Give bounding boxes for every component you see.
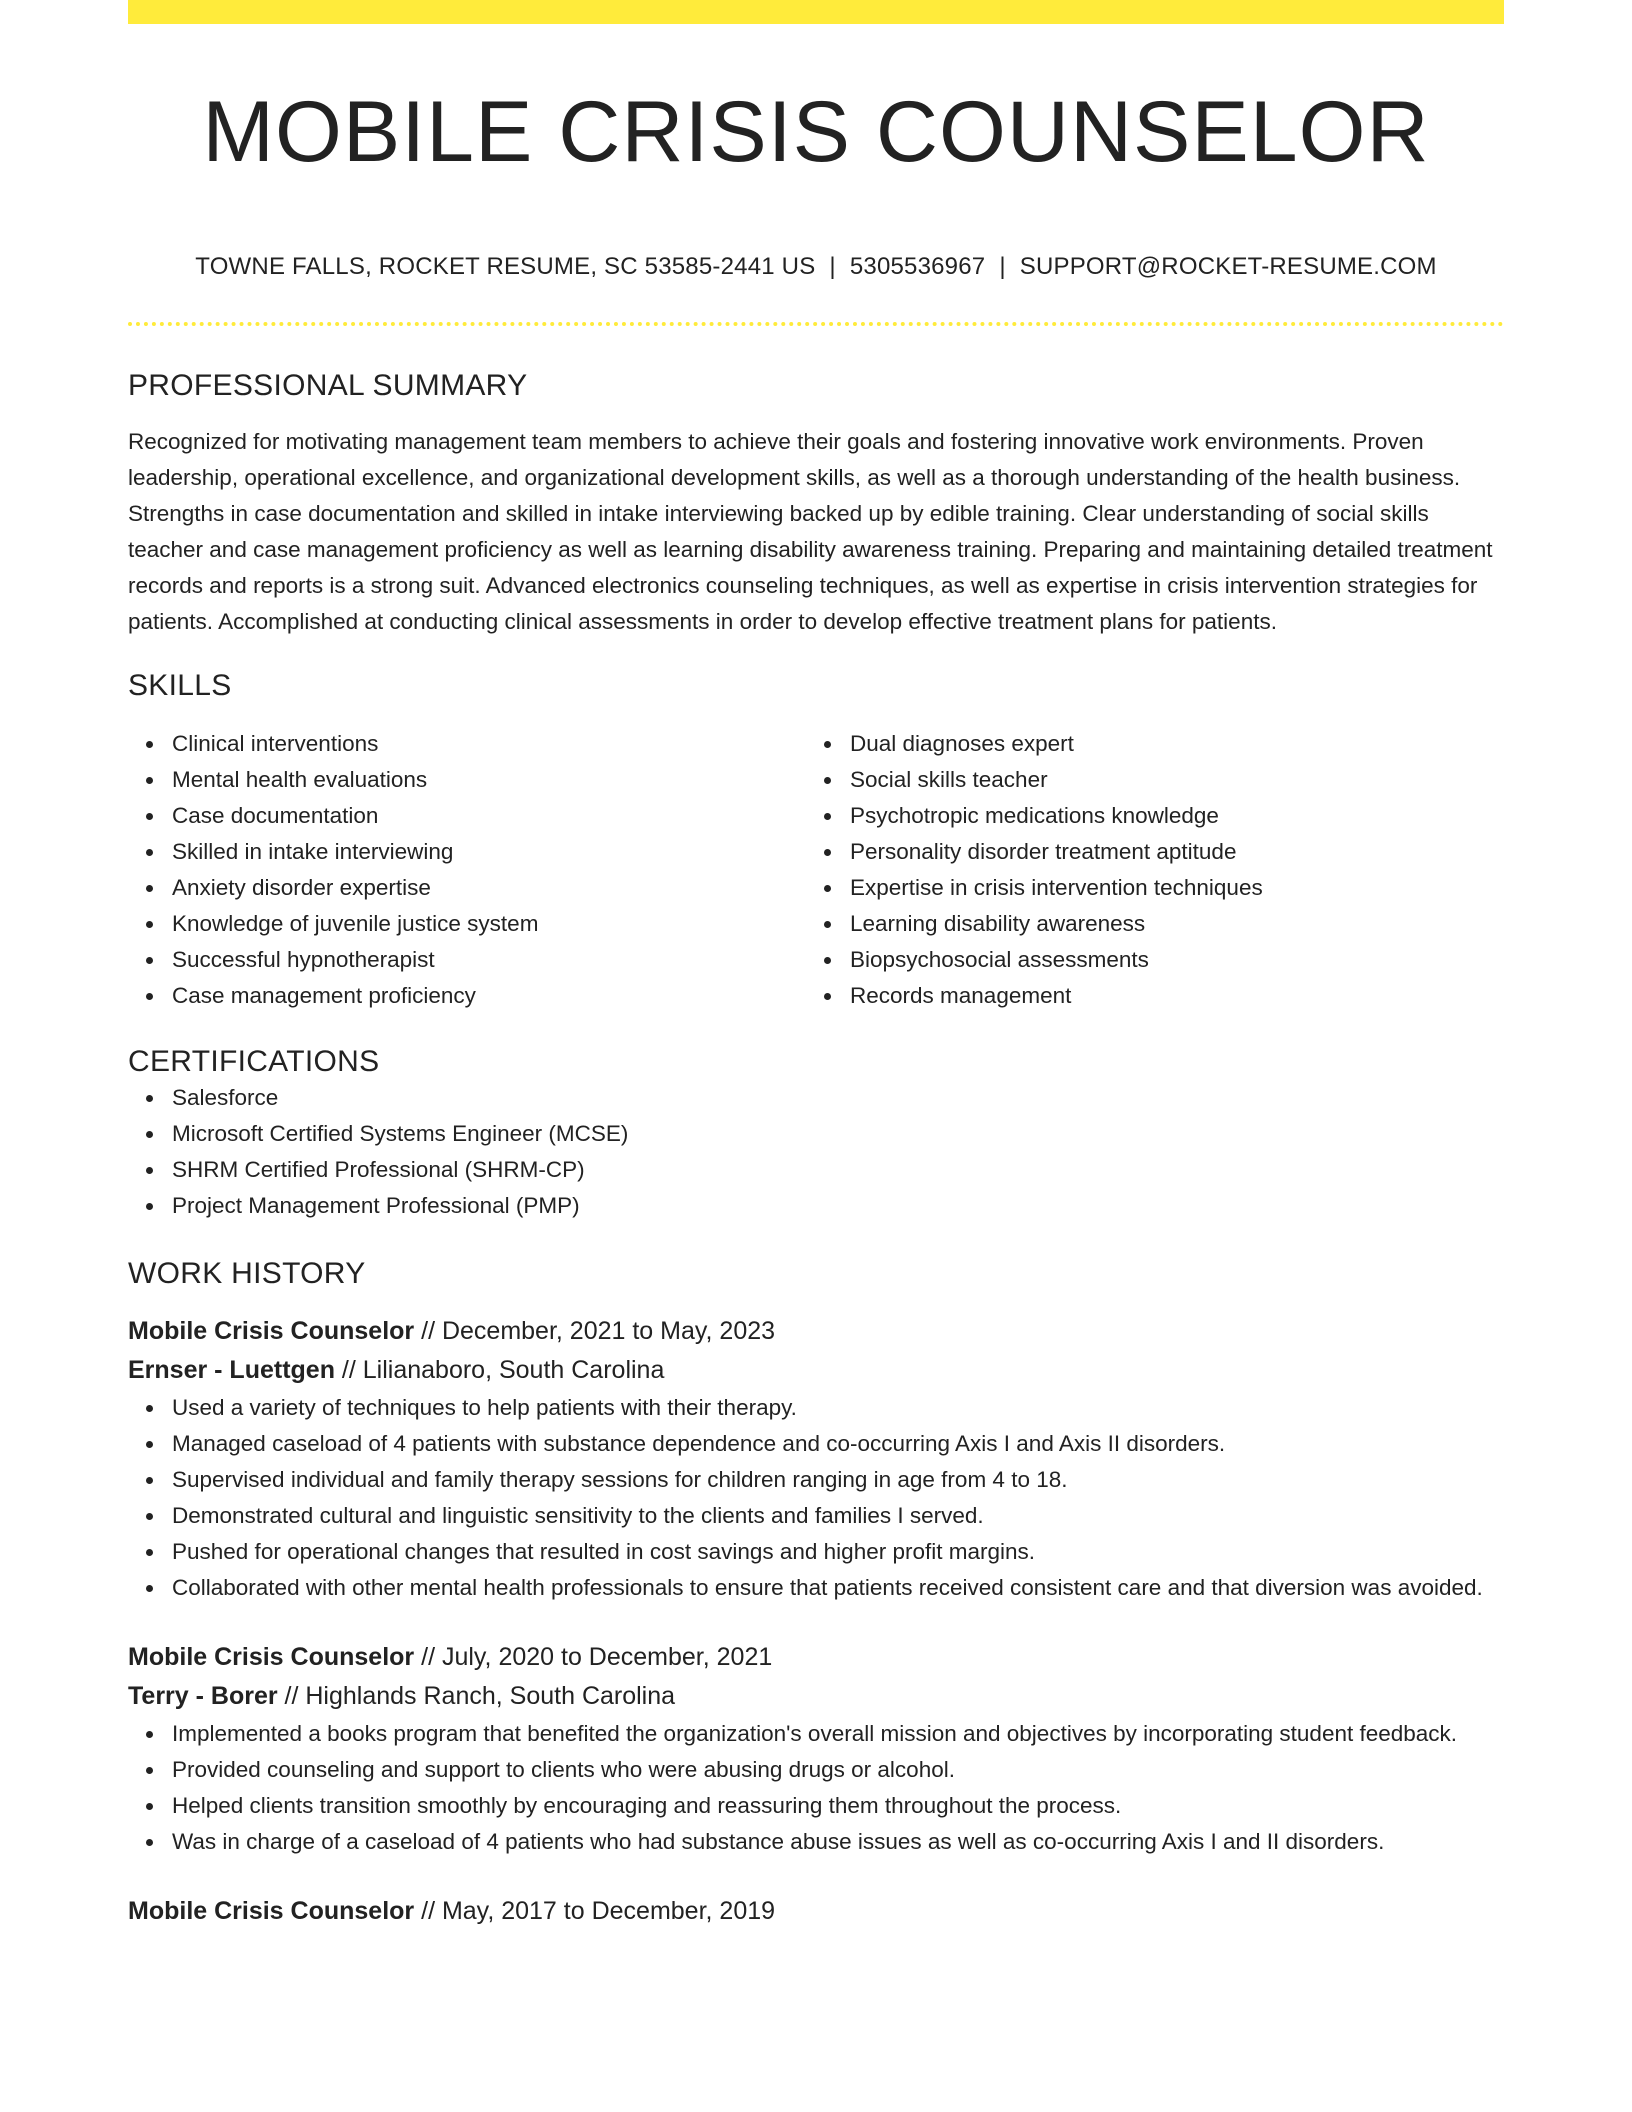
resume-title: MOBILE CRISIS COUNSELOR: [202, 84, 1430, 180]
accent-top-bar: [128, 0, 1504, 24]
job-dates: // December, 2021 to May, 2023: [414, 1317, 776, 1345]
skill-item: Psychotropic medications knowledge: [850, 798, 1484, 834]
skill-item: Anxiety disorder expertise: [172, 870, 806, 906]
skill-item: Successful hypnotherapist: [172, 942, 806, 978]
job-location: // Highlands Ranch, South Carolina: [277, 1682, 676, 1710]
skill-item: Case management proficiency: [172, 978, 806, 1014]
skills-column-left: [128, 726, 806, 1014]
job-company-line: [128, 1677, 1504, 1716]
job-duty-item: Used a variety of techniques to help patients with their therapy.: [172, 1390, 1504, 1426]
certification-item: Project Management Professional (PMP): [172, 1188, 1504, 1224]
contact-separator: |: [999, 253, 1006, 280]
job-dates: // July, 2020 to December, 2021: [414, 1643, 773, 1671]
job-company-line: [128, 1351, 1504, 1390]
skill-item: Social skills teacher: [850, 762, 1484, 798]
skill-item: Dual diagnoses expert: [850, 726, 1484, 762]
skill-item: Records management: [850, 978, 1484, 1014]
job-duty-item: Implemented a books program that benefited the organization's overall mission and objectives by incorporating student feedback.: [172, 1716, 1504, 1752]
job-role: Mobile Crisis Counselor: [128, 1897, 415, 1925]
summary-text: Recognized for motivating management team members to achieve their goals and fostering innovative work environments. Proven leadership, operational excellence, and organizational development skills, as well as a thorough understanding of the health business. Strengths in case documentation and skilled in intake interviewing backed up by edible training. Clear understanding of social skills teacher and case management proficiency as well as learning disability awareness training. Preparing and maintaining detailed treatment records and reports is a strong suit. Advanced electronics counseling techniques, as well as expertise in crisis intervention strategies for patients. Accomplished at conducting clinical assessments in order to develop effective treatment plans for patients.: [128, 429, 1493, 634]
job-duty-item: Demonstrated cultural and linguistic sensitivity to the clients and families I served.: [172, 1498, 1504, 1534]
resume-page: [128, 0, 1504, 1931]
skill-item: Learning disability awareness: [850, 906, 1484, 942]
job-duty-item: Managed caseload of 4 patients with substance dependence and co-occurring Axis I and Axis II disorders.: [172, 1426, 1504, 1462]
skills-list-left: [128, 726, 806, 1014]
skill-item: Knowledge of juvenile justice system: [172, 906, 806, 942]
job-duties-list: [128, 1716, 1504, 1860]
skill-item: Mental health evaluations: [172, 762, 806, 798]
contact-line: [128, 252, 1504, 282]
job-duties-list: [128, 1390, 1504, 1606]
certification-item: Microsoft Certified Systems Engineer (MCSE): [172, 1116, 1504, 1152]
work-history-heading: WORK HISTORY: [128, 1257, 366, 1290]
job-entry: [128, 1638, 1504, 1860]
job-duty-item: Helped clients transition smoothly by encouraging and reassuring them throughout the process.: [172, 1788, 1504, 1824]
contact-email: SUPPORT@ROCKET-RESUME.COM: [1019, 253, 1437, 280]
skill-item: Biopsychosocial assessments: [850, 942, 1484, 978]
job-role-line: [128, 1892, 1504, 1931]
skills-heading: SKILLS: [128, 669, 232, 702]
skill-item: Skilled in intake interviewing: [172, 834, 806, 870]
job-duty-item: Supervised individual and family therapy sessions for children ranging in age from 4 to 18.: [172, 1462, 1504, 1498]
job-role-line: [128, 1312, 1504, 1351]
job-duty-item: Collaborated with other mental health professionals to ensure that patients received consistent care and that diversion was avoided.: [172, 1570, 1504, 1606]
skills-list-right: [806, 726, 1484, 1014]
contact-phone: 5305536967: [849, 253, 986, 280]
skills-column-right: [806, 726, 1484, 1014]
skill-item: Case documentation: [172, 798, 806, 834]
skill-item: Expertise in crisis intervention techniques: [850, 870, 1484, 906]
skill-item: Clinical interventions: [172, 726, 806, 762]
header-divider: [128, 322, 1504, 326]
certification-item: Salesforce: [172, 1080, 1504, 1116]
job-role: Mobile Crisis Counselor: [128, 1643, 415, 1671]
job-entry: [128, 1892, 1504, 1931]
job-role: Mobile Crisis Counselor: [128, 1317, 415, 1345]
job-entry: [128, 1312, 1504, 1606]
contact-address: TOWNE FALLS, ROCKET RESUME, SC 53585-2441 US: [195, 253, 816, 280]
job-location: // Lilianaboro, South Carolina: [334, 1356, 665, 1384]
job-role-line: [128, 1638, 1504, 1677]
certification-item: SHRM Certified Professional (SHRM-CP): [172, 1152, 1504, 1188]
job-duty-item: Provided counseling and support to clients who were abusing drugs or alcohol.: [172, 1752, 1504, 1788]
job-duty-item: Was in charge of a caseload of 4 patients who had substance abuse issues as well as co-occurring Axis I and II disorders.: [172, 1824, 1504, 1860]
job-dates: // May, 2017 to December, 2019: [414, 1897, 776, 1925]
summary-heading: PROFESSIONAL SUMMARY: [128, 369, 528, 402]
certifications-list: [128, 1080, 1504, 1224]
job-duty-item: Pushed for operational changes that resulted in cost savings and higher profit margins.: [172, 1534, 1504, 1570]
certifications-heading: CERTIFICATIONS: [128, 1045, 380, 1078]
job-company: Terry - Borer: [128, 1682, 278, 1710]
skill-item: Personality disorder treatment aptitude: [850, 834, 1484, 870]
skills-grid: [128, 726, 1504, 1014]
job-company: Ernser - Luettgen: [128, 1356, 335, 1384]
contact-separator: |: [829, 253, 836, 280]
